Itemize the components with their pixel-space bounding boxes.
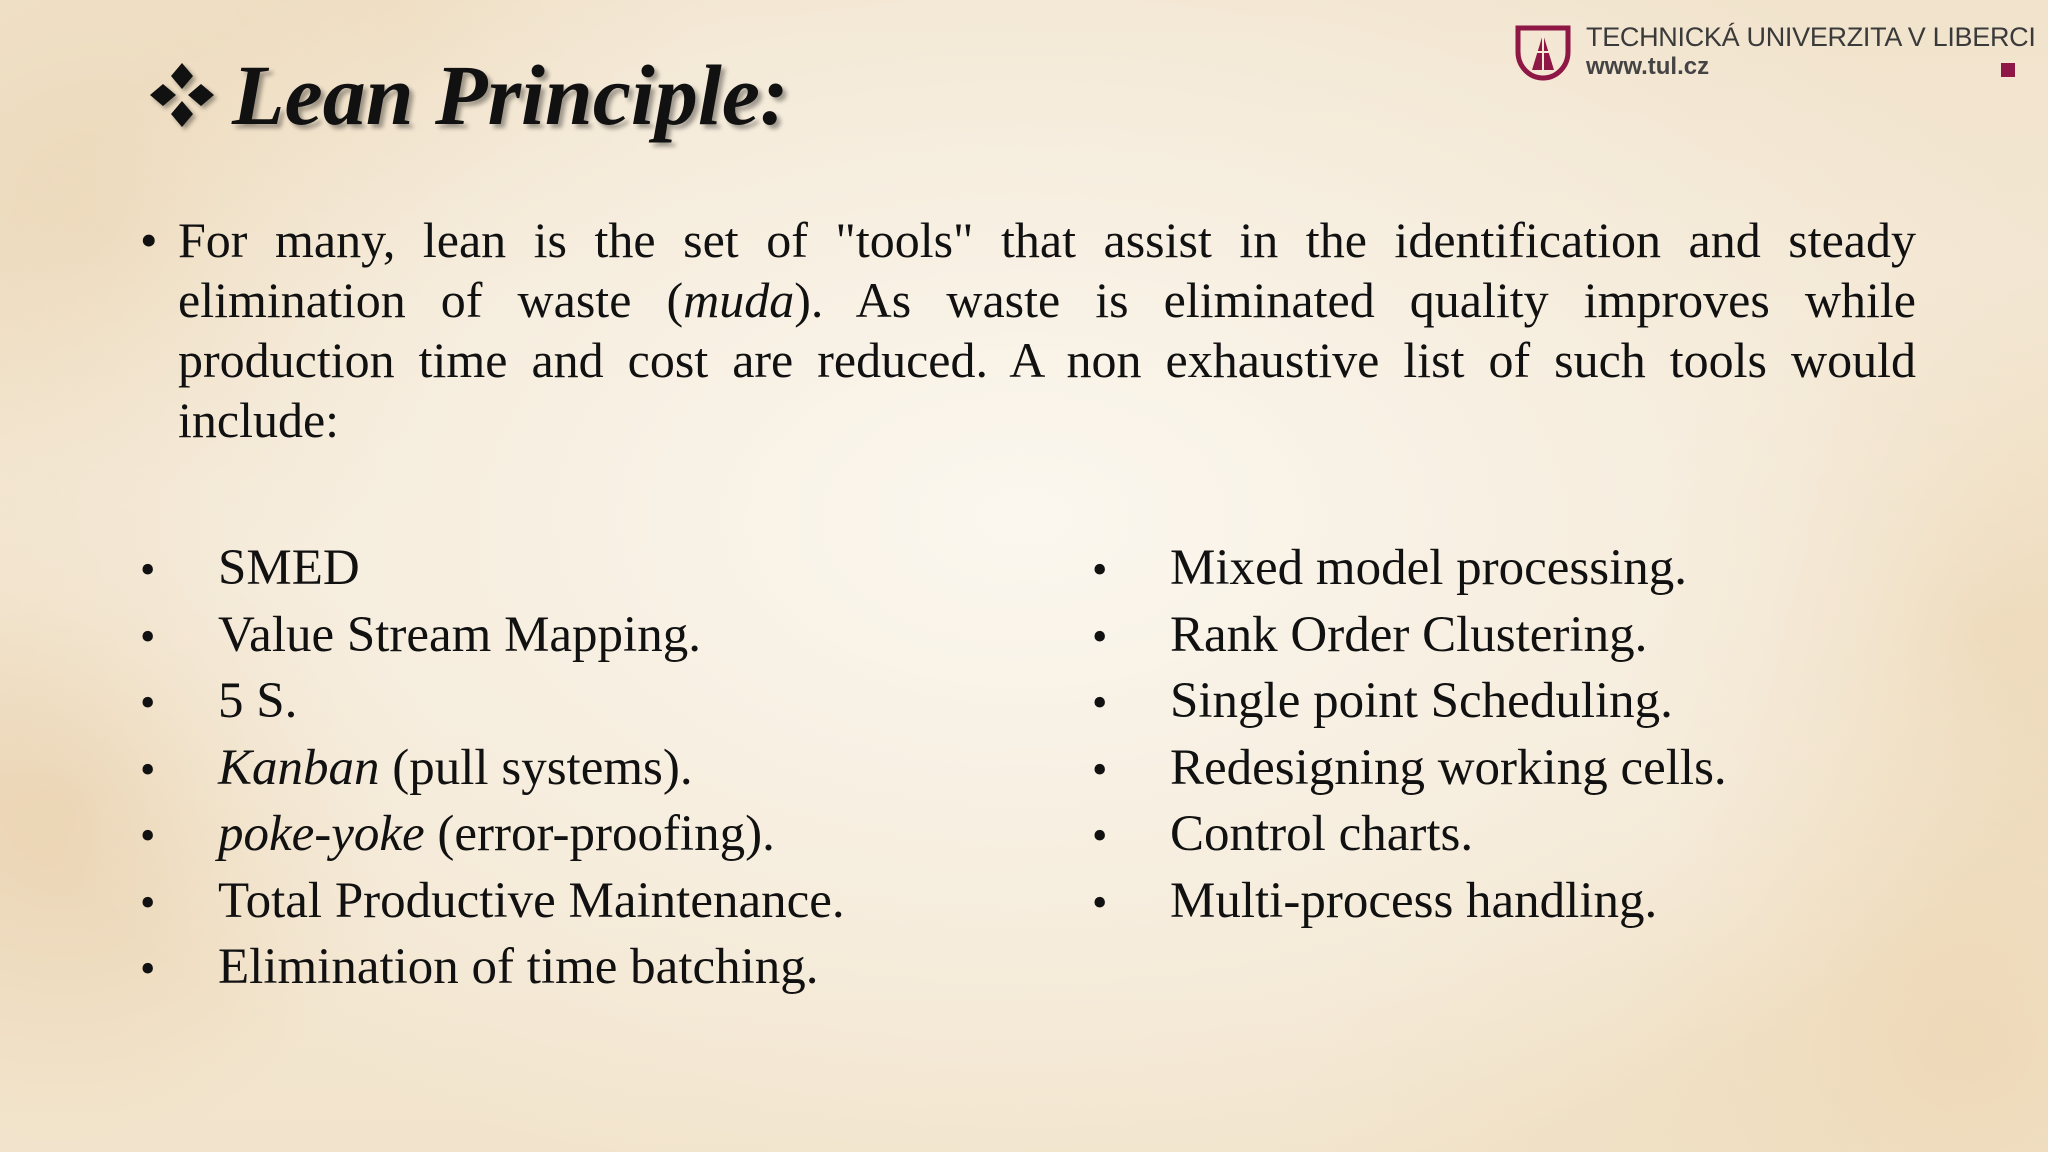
list-item-text: Mixed model processing.	[1170, 540, 1687, 596]
tools-list-left	[140, 535, 1040, 1001]
bullet: •	[140, 678, 156, 727]
logo-text	[1586, 22, 2036, 81]
list-item	[140, 934, 1040, 1001]
list-item	[1092, 535, 1972, 602]
logo-accent-square	[2001, 63, 2015, 77]
list-item	[1092, 868, 1972, 935]
bullet: •	[140, 545, 156, 594]
university-url[interactable]: www.tul.cz	[1586, 53, 1710, 81]
list-item	[1092, 801, 1972, 868]
bullet: •	[140, 212, 158, 268]
four-diamond-bullet-icon	[146, 59, 218, 131]
list-item-text: (pull systems).	[379, 739, 693, 796]
list-item	[1092, 735, 1972, 802]
tools-list-right	[1092, 535, 1972, 934]
list-item	[140, 735, 1040, 802]
list-item-text: Rank Order Clustering.	[1170, 606, 1648, 663]
list-item-text: Control charts.	[1170, 806, 1474, 862]
bullet: •	[1092, 744, 1108, 794]
list-item	[140, 801, 1040, 868]
intro-paragraph	[140, 210, 1916, 450]
list-item	[140, 668, 1040, 735]
university-logo[interactable]	[1514, 22, 2036, 84]
intro-italic-term: muda	[683, 272, 795, 328]
page-title: Lean Principle:	[232, 47, 789, 143]
bullet: •	[1092, 811, 1108, 860]
bullet: •	[1092, 545, 1108, 594]
tul-shield-icon	[1514, 22, 1572, 84]
bullet: •	[140, 811, 156, 860]
list-item-text: Elimination of time batching.	[218, 939, 819, 995]
intro-text	[178, 210, 1916, 450]
list-item-text: Multi-process handling.	[1170, 872, 1658, 929]
list-item-text: Single point Scheduling.	[1170, 673, 1673, 729]
list-item-italic: poke-yoke	[218, 806, 425, 862]
bullet: •	[140, 877, 156, 927]
bullet: •	[140, 611, 156, 661]
intro-text-end: ). As waste is eliminated quality improves while production time and cost are reduced. A non exhaustive list of such tools would include:	[178, 272, 1916, 448]
list-item-text: (error-proofing).	[424, 806, 775, 862]
bullet: •	[140, 944, 156, 993]
list-item-text: 5 S.	[218, 673, 298, 729]
list-item-text: Redesigning working cells.	[1170, 739, 1727, 796]
university-name: TECHNICKÁ UNIVERZITA V LIBERCI	[1586, 22, 2036, 52]
list-item-text: Total Productive Maintenance.	[218, 872, 845, 929]
slide-title	[146, 47, 789, 143]
bullet: •	[1092, 611, 1108, 661]
list-item	[140, 602, 1040, 669]
list-item-text: SMED	[218, 540, 360, 596]
list-item	[140, 868, 1040, 935]
list-item	[140, 535, 1040, 602]
bullet: •	[1092, 877, 1108, 927]
list-item	[1092, 668, 1972, 735]
bullet: •	[140, 744, 156, 794]
intro-text-start: For many, lean is the set of "tools" that assist in the identification and steady elimination of waste (	[178, 212, 1916, 328]
list-item-text: Value Stream Mapping.	[218, 606, 701, 663]
list-item	[1092, 602, 1972, 669]
list-item-italic: Kanban	[218, 739, 380, 796]
bullet: •	[1092, 678, 1108, 727]
